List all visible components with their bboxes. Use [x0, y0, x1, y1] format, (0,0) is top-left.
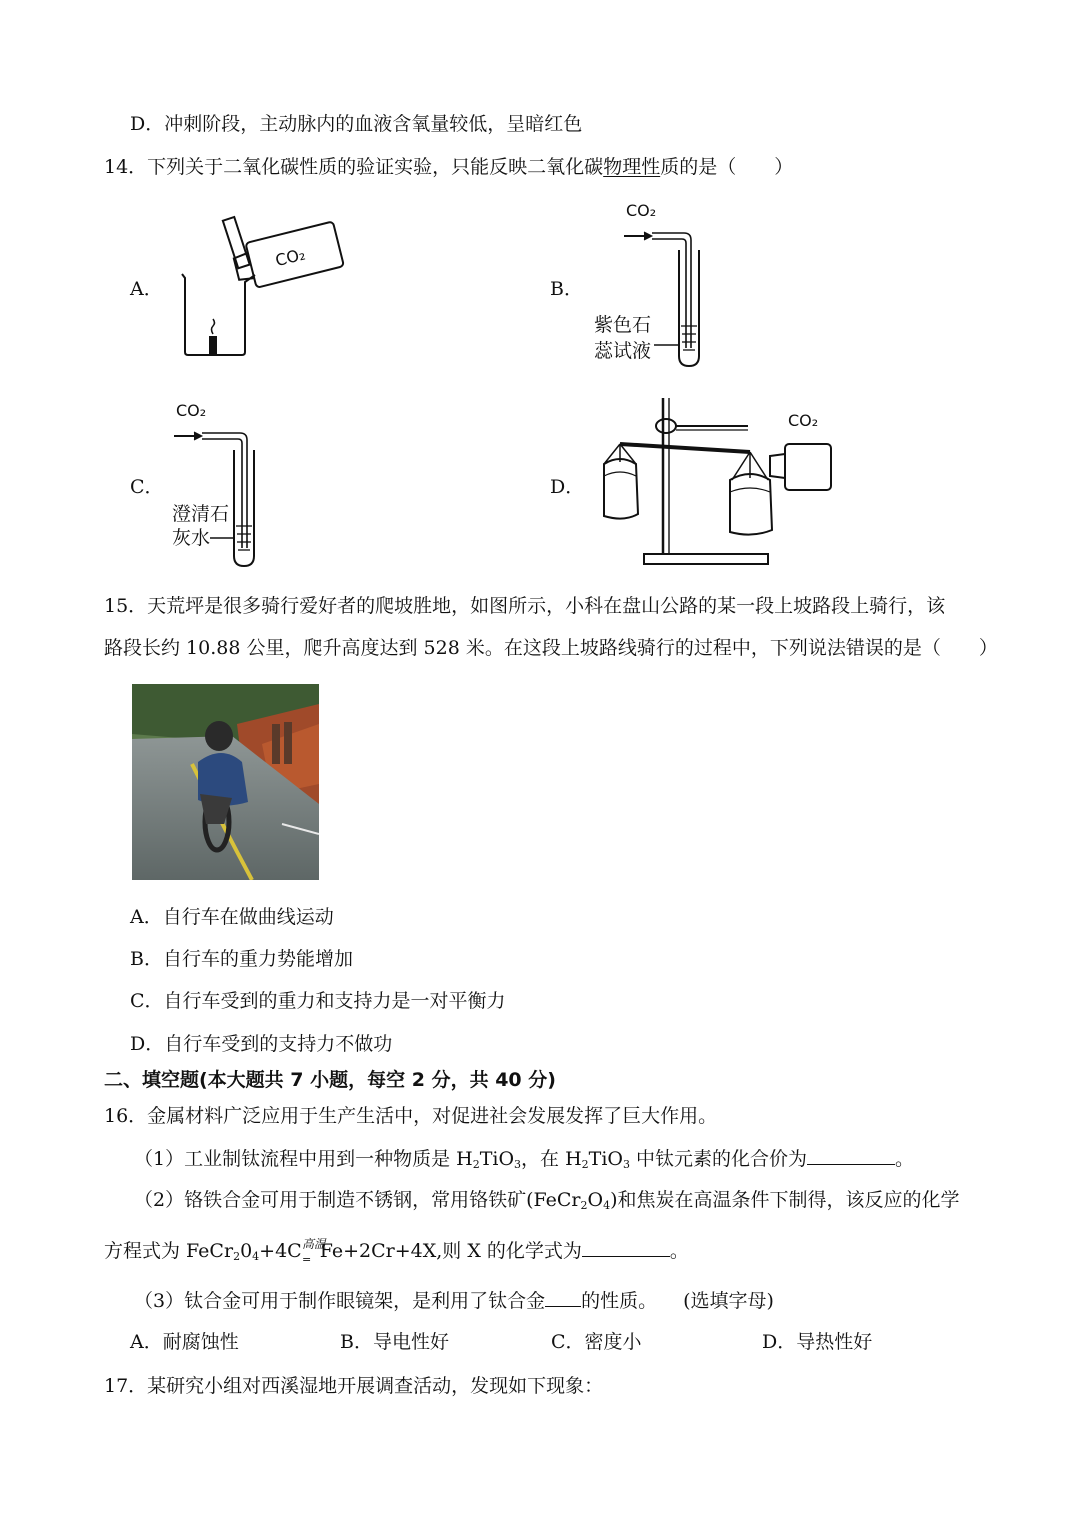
- sub-2: 2: [580, 1199, 588, 1212]
- q16-p2l2-text-d: Fe+2Cr+4X,则 X 的化学式为: [319, 1240, 582, 1262]
- bottle-stopper: [223, 217, 250, 268]
- q16-choice-a: A．耐腐蚀性: [130, 1331, 239, 1353]
- q14-option-c-label: C．: [130, 476, 164, 498]
- fig-c-gas-label: CO₂: [176, 401, 207, 420]
- sub-3: 3: [514, 1158, 522, 1171]
- left-bag: [604, 459, 638, 519]
- q14-option-d-label: D．: [550, 476, 585, 498]
- fig-b-gas-label: CO₂: [626, 201, 657, 220]
- q16-p2l2-text-c: +4C: [259, 1240, 302, 1262]
- q15-option-d: D．自行车受到的支持力不做功: [130, 1033, 393, 1055]
- q16-p3-text-b: 的性质。: [581, 1290, 658, 1312]
- reaction-equals-sign: =: [302, 1253, 312, 1266]
- liquid-marks: [681, 326, 697, 350]
- figure-c-limewater-tube: [168, 398, 278, 570]
- figure-b-litmus-tube: [590, 198, 730, 370]
- fig-b-label-line1: 紫色石: [594, 314, 652, 336]
- q16-part2-line1: [134, 1188, 960, 1212]
- q16-part3: [134, 1288, 774, 1313]
- q16-p1-text-b: TiO: [479, 1148, 515, 1170]
- q17-stem: 17．某研究小组对西溪湿地开展调查活动，发现如下现象：: [104, 1375, 604, 1397]
- q16-p1-text-a: （1）工业制钛流程中用到一种物质是 H: [134, 1148, 473, 1170]
- fig-c-label-line2: 灰水: [172, 527, 211, 549]
- q16-p1-end: 。: [895, 1148, 915, 1170]
- q14-stem-suffix: 质的是（ ）: [660, 156, 794, 178]
- liquid-marks: [236, 526, 252, 550]
- q14-stem-prefix: 14．下列关于二氧化碳性质的验证实验，只能反映二氧化碳: [104, 156, 604, 178]
- sub-4: 4: [252, 1250, 260, 1263]
- answer-blank-1[interactable]: [807, 1146, 895, 1165]
- sub-2: 2: [581, 1158, 589, 1171]
- q15-option-b: B．自行车的重力势能增加: [130, 948, 353, 970]
- q16-p2-text-b: O: [587, 1189, 604, 1211]
- q15-option-c: C．自行车受到的重力和支持力是一对平衡力: [130, 990, 506, 1012]
- q16-p2-text-c: )和焦炭在高温条件下制得，该反应的化学: [610, 1189, 960, 1211]
- fig-c-label-line1: 澄清石: [172, 503, 230, 525]
- q16-p1-text-c: ，在 H: [521, 1148, 582, 1170]
- fig-d-gas-label: CO₂: [788, 411, 819, 430]
- q16-p2l2-text-a: 方程式为 FeCr: [104, 1240, 234, 1262]
- sub-2: 2: [472, 1158, 480, 1171]
- q14-stem-underlined: 物理性: [603, 156, 661, 178]
- q16-p1-text-d: TiO: [588, 1148, 623, 1170]
- q15-stem-line2: 路段长约 10.88 公里，爬升高度达到 528 米。在这段上坡路线骑行的过程中，下列说法错误的是（ ）: [104, 637, 998, 659]
- lever-beam: [620, 444, 750, 452]
- q14-stem: [104, 155, 793, 179]
- test-tube: [679, 250, 699, 366]
- q16-stem: 16．金属材料广泛应用于生产生活中，对促进社会发展发挥了巨大作用。: [104, 1105, 718, 1127]
- q16-choice-c: C．密度小: [551, 1331, 642, 1353]
- fig-a-gas-label: CO₂: [273, 244, 308, 271]
- q16-p2l2-end: 。: [669, 1240, 689, 1262]
- q14-option-b-label: B．: [550, 278, 583, 300]
- q16-choice-d: D．导热性好: [762, 1331, 873, 1353]
- beaker: [182, 274, 255, 355]
- test-tube: [234, 450, 254, 566]
- answer-blank-2[interactable]: [582, 1238, 670, 1257]
- sub-4: 4: [603, 1199, 611, 1212]
- section2-heading: 二、填空题(本大题共 7 小题，每空 2 分，共 40 分): [104, 1069, 556, 1091]
- figure-a-pour-co2-beaker: [175, 212, 350, 362]
- q16-part2-line2: [104, 1238, 689, 1266]
- q14-option-a-label: A．: [130, 278, 163, 300]
- q16-p1-text-e: 中钛元素的化合价为: [629, 1148, 808, 1170]
- q16-part1: [134, 1146, 914, 1171]
- cyclist-photo: [132, 684, 319, 880]
- candle: [209, 336, 217, 355]
- right-bag: [730, 474, 772, 535]
- q15-option-a: A．自行车在做曲线运动: [130, 906, 334, 928]
- sub-2: 2: [233, 1250, 241, 1263]
- q16-choice-b: B．导电性好: [340, 1331, 449, 1353]
- q16-p2l2-text-b: 0: [240, 1240, 253, 1262]
- q15-stem-line1: 15．天荒坪是很多骑行爱好者的爬坡胜地，如图所示，小科在盘山公路的某一段上坡路段上骑行，该: [104, 595, 946, 617]
- delivery-tube: [652, 233, 691, 348]
- q13-option-d: D．冲刺阶段，主动脉内的血液含氧量较低，呈暗红色: [130, 113, 583, 135]
- answer-blank-3[interactable]: [545, 1288, 581, 1307]
- clamp: [656, 419, 676, 433]
- q16-p2-text-a: （2）铬铁合金可用于制造不锈钢，常用铬铁矿(FeCr: [134, 1189, 581, 1211]
- candle-flame: [212, 319, 215, 334]
- reaction-condition: 高温: [302, 1237, 327, 1251]
- q16-p3-text-a: （3）钛合金可用于制作眼镜架，是利用了钛合金: [134, 1290, 546, 1312]
- sub-3: 3: [622, 1158, 630, 1171]
- q16-p3-text-c: (选填字母): [683, 1290, 774, 1312]
- stand-base: [644, 554, 768, 564]
- figure-d-lever-balance: [600, 392, 840, 570]
- co2-bottle: [770, 411, 831, 490]
- fig-b-label-line2: 蕊试液: [594, 340, 652, 362]
